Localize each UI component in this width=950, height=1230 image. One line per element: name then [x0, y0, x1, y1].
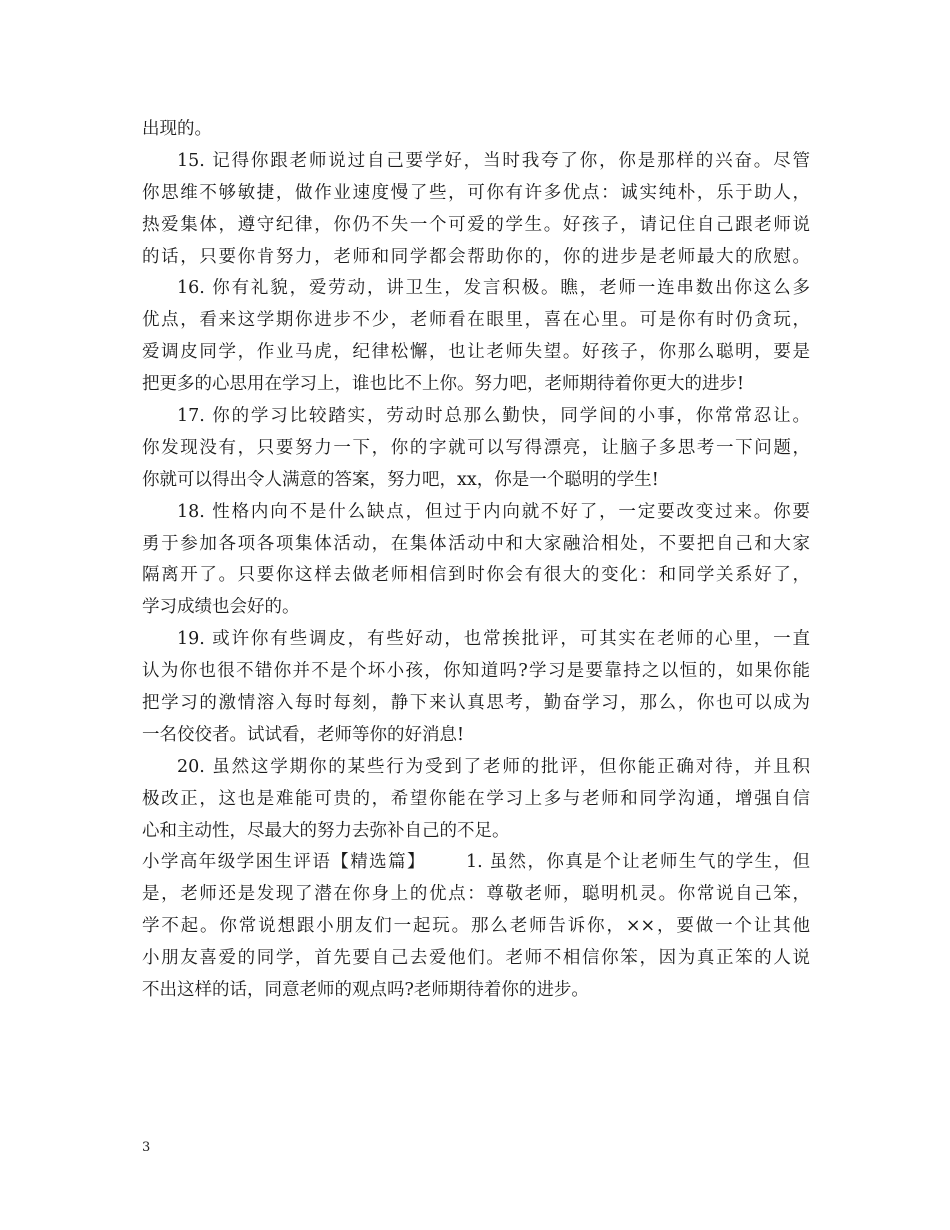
- paragraph-start-line: 17. 你的学习比较踏实，劳动时总那么勤快，同学间的小事，你常常忍让。: [177, 406, 810, 427]
- text-line: 你发现没有，只要努力一下，你的字就可以写得漂亮，让脑子多思考一下问题，: [142, 437, 810, 458]
- section-heading: 小学高年级学困生评语【精选篇】: [142, 852, 426, 873]
- paragraph-start-line: 16. 你有礼貌，爱劳动，讲卫生，发言积极。瞧，老师一连串数出你这么多: [177, 278, 810, 299]
- text-line: 你思维不够敏捷，做作业速度慢了些，可你有许多优点：诚实纯朴，乐于助人，: [142, 182, 810, 203]
- paragraph-start-line: 20. 虽然这学期你的某些行为受到了老师的批评，但你能正确对待，并且积: [177, 756, 810, 777]
- text-line: 隔离开了。只要你这样去做老师相信到时你会有很大的变化：和同学关系好了，: [142, 565, 810, 586]
- text-line: 爱调皮同学，作业马虎，纪律松懈，也让老师失望。好孩子，你那么聪明，要是: [142, 342, 810, 363]
- paragraph-start-line: 19. 或许你有些调皮，有些好动，也常挨批评，可其实在老师的心里，一直: [177, 629, 810, 650]
- text-line: 是，老师还是发现了潜在你身上的优点：尊敬老师，聪明机灵。你常说自己笨，: [142, 884, 810, 905]
- text-line: 热爱集体，遵守纪律，你仍不失一个可爱的学生。好孩子，请记住自己跟老师说: [142, 214, 810, 235]
- document-body: [142, 114, 810, 1007]
- text-line: 学不起。你常说想跟小朋友们一起玩。那么老师告诉你，××，要做一个让其他: [142, 916, 810, 937]
- text-line: 一名佼佼者。试试看，老师等你的好消息!: [142, 724, 465, 745]
- text-line: 学习成绩也会好的。: [142, 597, 300, 618]
- paragraph-start-line: 15. 记得你跟老师说过自己要学好，当时我夸了你，你是那样的兴奋。尽管: [177, 150, 810, 171]
- text-line: 极改正，这也是难能可贵的，希望你能在学习上多与老师和同学沟通，增强自信: [142, 788, 810, 809]
- text-line: 把更多的心思用在学习上，谁也比不上你。努力吧，老师期待着你更大的进步!: [142, 374, 745, 395]
- text-line: 小朋友喜爱的同学，首先要自己去爱他们。老师不相信你笨，因为真正笨的人说: [142, 948, 810, 969]
- text-line: 勇于参加各项各项集体活动，在集体活动中和大家融洽相处，不要把自己和大家: [142, 533, 810, 554]
- text-line: 把学习的激情溶入每时每刻，静下来认真思考，勤奋学习，那么，你也可以成为: [142, 693, 810, 714]
- text-line: 优点，看来这学期你进步不少，老师看在眼里，喜在心里。可是你有时仍贪玩，: [142, 310, 810, 331]
- text-line: 的话，只要你肯努力，老师和同学都会帮助你的，你的进步是老师最大的欣慰。: [142, 246, 810, 267]
- paragraph-start-line: 18. 性格内向不是什么缺点，但过于内向就不好了，一定要改变过来。你要: [177, 501, 810, 522]
- text-line: 心和主动性，尽最大的努力去弥补自己的不足。: [142, 820, 510, 841]
- comments-list: [142, 114, 810, 847]
- text-line: 认为你也很不错你并不是个坏小孩，你知道吗?学习是要靠持之以恒的，如果你能: [142, 661, 810, 682]
- section-heading-line: [142, 847, 810, 879]
- section-comment-lines: [142, 879, 810, 1007]
- text-line: 出现的。: [142, 119, 212, 139]
- text-line: 你就可以得出令人满意的答案，努力吧，xx，你是一个聪明的学生!: [142, 469, 659, 490]
- text-line: 不出这样的话，同意老师的观点吗?老师期待着你的进步。: [142, 980, 589, 1001]
- page-number: 3: [142, 1140, 151, 1155]
- section-first-line: 1. 虽然，你真是个让老师生气的学生，但: [465, 852, 810, 873]
